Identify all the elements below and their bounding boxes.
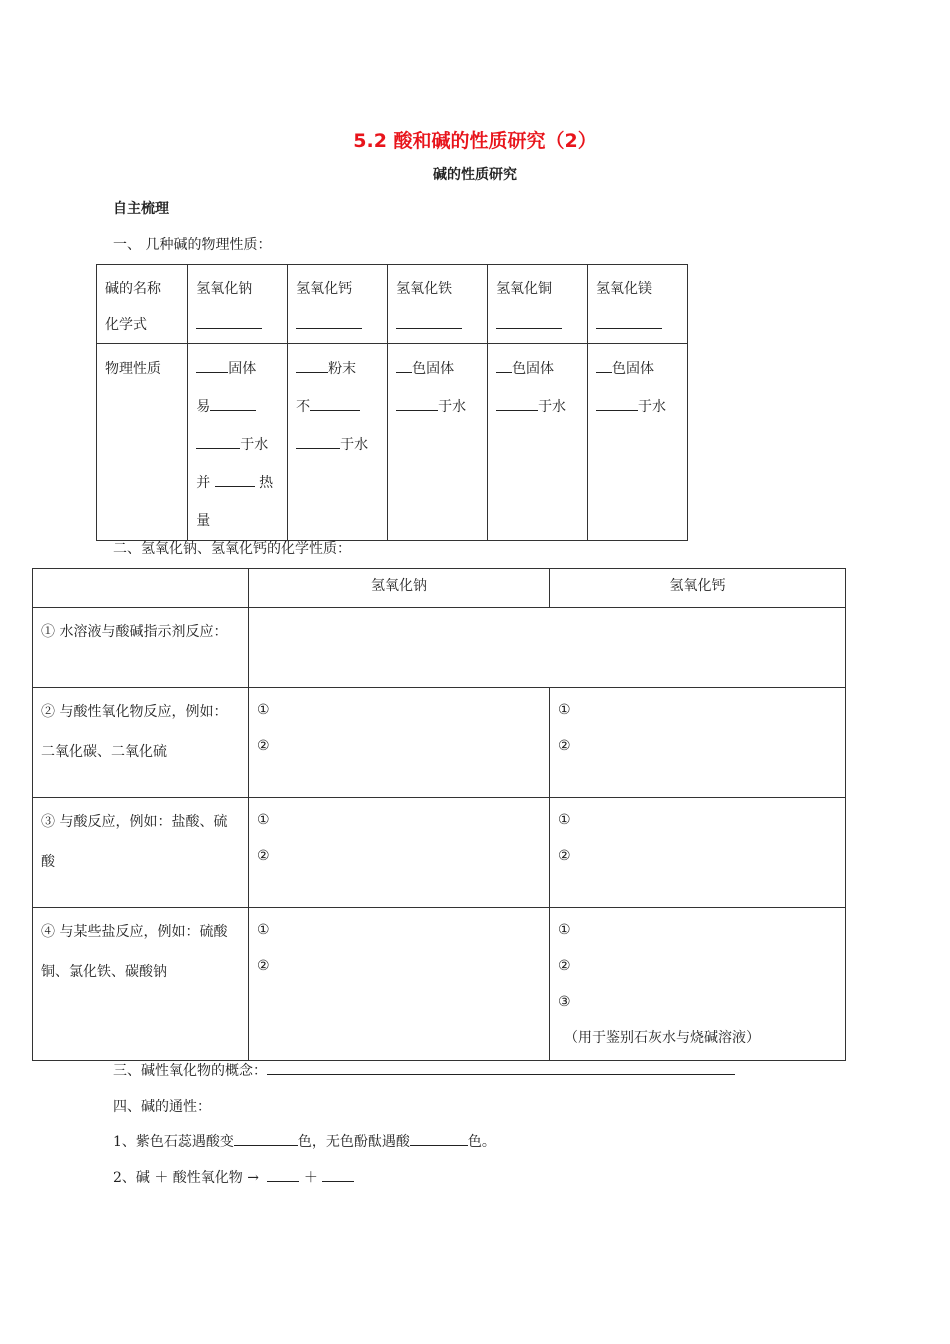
- row-label: ② 与酸性氧化物反应，例如：二氧化碳、二氧化硫: [33, 688, 249, 798]
- mark: ①: [558, 812, 571, 828]
- blank[interactable]: [310, 396, 360, 411]
- mark: ①: [257, 702, 270, 718]
- prop-text: 于水: [240, 437, 269, 453]
- prop-text: 易: [196, 399, 211, 415]
- note: （用于鉴别石灰水与烧碱溶液）: [564, 1030, 760, 1046]
- answer-cell[interactable]: [249, 908, 550, 1061]
- header-caoh: 氢氧化钙: [550, 569, 846, 608]
- blank[interactable]: [496, 396, 538, 411]
- section-3: [113, 1060, 735, 1080]
- item-text: ＋: [303, 1170, 318, 1186]
- blank[interactable]: [410, 1131, 468, 1146]
- formula-blank[interactable]: [596, 314, 662, 329]
- base-cell: [488, 265, 588, 344]
- base-cell: [188, 265, 288, 344]
- item-text: 色，无色酚酞遇酸: [297, 1134, 410, 1150]
- blank[interactable]: [496, 358, 512, 373]
- page-title: 5.2 酸和碱的性质研究（2）: [353, 130, 597, 152]
- row-label-cell: [97, 265, 188, 344]
- mark: ②: [257, 738, 270, 754]
- mark: ①: [257, 922, 270, 938]
- mark: ①: [558, 922, 571, 938]
- row-label-formula: 化学式: [105, 317, 147, 333]
- feoh-properties: [388, 344, 488, 541]
- answer-cell[interactable]: [249, 608, 846, 688]
- naoh-properties: [188, 344, 288, 541]
- blank[interactable]: [296, 358, 328, 373]
- answer-cell[interactable]: [249, 688, 550, 798]
- row-label: ③ 与酸反应，例如：盐酸、硫酸: [33, 798, 249, 908]
- physical-properties-table: [96, 264, 688, 541]
- blank[interactable]: [596, 396, 638, 411]
- blank[interactable]: [596, 358, 612, 373]
- chemical-properties-table: [32, 568, 846, 1061]
- mark: ①: [558, 702, 571, 718]
- mark: ②: [558, 848, 571, 864]
- mgoh-properties: [588, 344, 688, 541]
- page-subtitle: 碱的性质研究: [433, 167, 517, 183]
- section-heading: 自主梳理: [113, 201, 169, 217]
- blank[interactable]: [234, 1131, 298, 1146]
- base-name: 氢氧化钙: [296, 281, 353, 297]
- prop-text: 于水: [638, 399, 667, 415]
- prop-text: 粉末: [328, 361, 357, 377]
- row-label: ① 水溶液与酸碱指示剂反应：: [33, 608, 249, 688]
- section-1-title: 一、 几种碱的物理性质：: [113, 237, 272, 253]
- section-2-title: 二、氢氧化钠、氢氧化钙的化学性质：: [113, 541, 351, 557]
- item-2: [113, 1167, 354, 1187]
- base-name: 氢氧化镁: [596, 281, 653, 297]
- mark: ③: [558, 994, 571, 1010]
- mark: ①: [257, 812, 270, 828]
- base-cell: [588, 265, 688, 344]
- formula-blank[interactable]: [496, 314, 562, 329]
- item-text: 2、碱 ＋ 酸性氧化物 →: [113, 1170, 259, 1186]
- prop-text: 固体: [228, 361, 257, 377]
- base-cell: [388, 265, 488, 344]
- concept-blank[interactable]: [267, 1060, 735, 1075]
- blank[interactable]: [210, 396, 256, 411]
- prop-text: 热: [259, 475, 274, 491]
- item-text: 色。: [467, 1134, 496, 1150]
- formula-blank[interactable]: [296, 314, 362, 329]
- blank[interactable]: [196, 358, 228, 373]
- answer-cell[interactable]: [550, 908, 846, 1061]
- prop-text: 于水: [340, 437, 369, 453]
- section-4-title: 四、碱的通性：: [113, 1099, 211, 1115]
- mark: ②: [558, 738, 571, 754]
- blank[interactable]: [396, 396, 438, 411]
- mark: ②: [257, 848, 270, 864]
- prop-text: 色固体: [612, 361, 655, 377]
- base-name: 氢氧化铜: [496, 281, 553, 297]
- prop-text: 色固体: [412, 361, 455, 377]
- item-1: [113, 1131, 496, 1151]
- row-label-name: 碱的名称: [105, 281, 161, 297]
- prop-text: 于水: [538, 399, 567, 415]
- formula-blank[interactable]: [396, 314, 462, 329]
- answer-cell[interactable]: [249, 798, 550, 908]
- blank[interactable]: [322, 1167, 354, 1182]
- base-name: 氢氧化铁: [396, 281, 453, 297]
- cuoh-properties: [488, 344, 588, 541]
- section-3-title: 三、碱性氧化物的概念：: [113, 1063, 267, 1079]
- base-name: 氢氧化钠: [196, 281, 253, 297]
- mark: ②: [257, 958, 270, 974]
- blank[interactable]: [296, 434, 340, 449]
- mark: ②: [558, 958, 571, 974]
- prop-text: 于水: [438, 399, 467, 415]
- answer-cell[interactable]: [550, 688, 846, 798]
- answer-cell[interactable]: [550, 798, 846, 908]
- prop-text: 量: [196, 513, 211, 529]
- blank[interactable]: [215, 472, 255, 487]
- formula-blank[interactable]: [196, 314, 262, 329]
- base-cell: [288, 265, 388, 344]
- prop-text: 不: [296, 399, 311, 415]
- item-text: 1、紫色石蕊遇酸变: [113, 1134, 234, 1150]
- blank[interactable]: [196, 434, 240, 449]
- header-naoh: 氢氧化钠: [249, 569, 550, 608]
- blank[interactable]: [396, 358, 412, 373]
- row-label-physical: 物理性质: [97, 344, 188, 541]
- prop-text: 色固体: [512, 361, 555, 377]
- header-empty: [33, 569, 249, 608]
- blank[interactable]: [267, 1167, 299, 1182]
- row-label: ④ 与某些盐反应，例如：硫酸铜、氯化铁、碳酸钠: [33, 908, 249, 1061]
- caoh-properties: [288, 344, 388, 541]
- prop-text: 并: [196, 475, 211, 491]
